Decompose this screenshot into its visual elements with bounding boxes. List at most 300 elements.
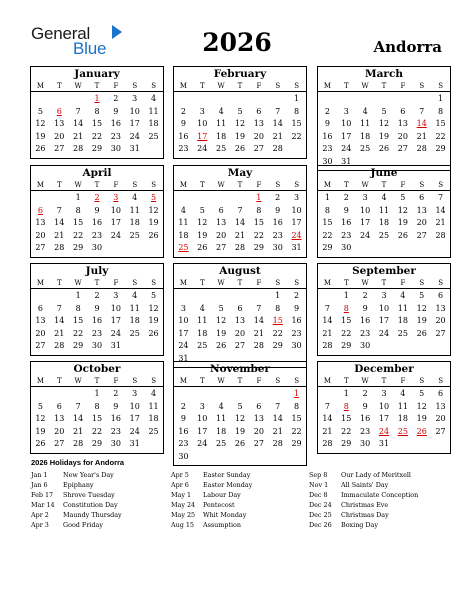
day-cell: 11 (216, 414, 227, 423)
day-cell: 7 (237, 205, 243, 215)
day-cell: 24 (197, 144, 208, 153)
holiday-item (31, 520, 122, 530)
day-cell: 2 (324, 106, 330, 116)
day-cell: 9 (94, 205, 100, 215)
empty-day-cell (212, 290, 231, 303)
day-cell: 9 (180, 414, 186, 423)
day-cell: 30 (360, 439, 371, 448)
day-cell: 7 (275, 401, 281, 411)
holiday-item (31, 500, 122, 510)
weekday-header (318, 278, 450, 289)
day-cell: 14 (73, 119, 84, 128)
holiday-column (309, 470, 418, 530)
day-cell: 28 (234, 243, 246, 252)
holiday-name: Assumption (203, 521, 242, 529)
day-cell: 10 (197, 414, 208, 423)
weekday-label: F (113, 279, 119, 287)
day-cell: 25 (197, 341, 208, 350)
day-cell: 24 (197, 439, 208, 448)
day-cell: 21 (73, 426, 84, 436)
day-cell: 2 (362, 389, 368, 398)
day-cell: 5 (400, 193, 406, 202)
month-may (173, 165, 307, 258)
holiday-name: Easter Monday (203, 481, 253, 489)
day-cell: 31 (110, 341, 121, 350)
weekday-label: T (94, 82, 100, 90)
day-cell: 19 (416, 414, 427, 423)
day-cell: 2 (362, 291, 368, 300)
day-grid (318, 289, 450, 355)
day-cell: 30 (322, 156, 333, 166)
day-grid (318, 92, 450, 170)
empty-day-cell (212, 192, 231, 205)
day-grid (31, 289, 163, 355)
weekday-label: S (151, 181, 156, 189)
day-cell: 16 (91, 218, 103, 227)
weekday-label: S (419, 181, 425, 189)
day-cell: 28 (54, 341, 65, 350)
day-cell: 15 (341, 414, 352, 423)
holiday-item (171, 510, 252, 520)
day-grid (318, 387, 450, 453)
weekday-header (318, 81, 450, 92)
day-cell: 17 (291, 218, 302, 227)
weekday-label: M (179, 377, 188, 385)
country-name: Andorra (373, 38, 442, 56)
day-cell: 29 (291, 439, 302, 448)
day-cell: 20 (35, 328, 46, 338)
weekday-label: T (381, 377, 387, 385)
holiday-day-cell: 17 (197, 131, 208, 141)
holiday-name: Whit Monday (203, 511, 247, 519)
day-cell: 6 (438, 389, 444, 398)
weekday-label: T (199, 279, 205, 287)
day-cell: 12 (234, 414, 246, 423)
empty-day-cell (249, 290, 268, 303)
day-cell: 30 (178, 451, 189, 461)
day-cell: 25 (129, 230, 140, 240)
weekday-label: T (56, 82, 62, 90)
day-cell: 29 (253, 243, 264, 252)
weekday-label: W (74, 279, 82, 287)
weekday-label: M (36, 377, 45, 385)
day-cell: 31 (129, 144, 140, 153)
month-name: May (227, 167, 253, 179)
day-cell: 20 (416, 218, 427, 227)
day-cell: 22 (73, 230, 84, 240)
day-cell: 21 (54, 230, 65, 240)
day-cell: 30 (91, 341, 103, 350)
day-cell: 4 (362, 106, 368, 116)
day-cell: 13 (54, 414, 65, 423)
day-cell: 19 (378, 131, 390, 141)
month-name: July (85, 265, 109, 277)
day-cell: 1 (275, 291, 281, 300)
day-cell: 4 (199, 303, 205, 313)
holiday-day-cell: 8 (343, 401, 349, 411)
weekday-label: T (237, 377, 243, 385)
weekday-label: M (36, 279, 45, 287)
day-cell: 23 (91, 328, 103, 338)
day-cell: 28 (435, 230, 446, 240)
day-cell: 26 (35, 144, 46, 153)
empty-day-cell (50, 93, 69, 106)
day-cell: 9 (362, 401, 368, 411)
day-cell: 7 (75, 106, 81, 116)
day-cell: 18 (360, 131, 371, 141)
day-cell: 12 (197, 218, 208, 227)
day-cell: 9 (294, 303, 300, 313)
day-cell: 4 (381, 193, 387, 202)
day-cell: 26 (148, 230, 159, 240)
day-cell: 19 (397, 218, 408, 227)
holiday-day-cell: 25 (178, 243, 189, 252)
empty-day-cell (174, 388, 193, 401)
month-april (30, 165, 164, 258)
day-cell: 12 (397, 205, 408, 215)
day-cell: 16 (91, 316, 103, 325)
day-grid (174, 387, 306, 465)
weekday-label: S (275, 82, 281, 90)
holiday-name: Boxing Day (341, 521, 378, 529)
empty-day-cell (375, 93, 394, 106)
month-name: January (74, 68, 120, 80)
empty-day-cell (31, 290, 50, 303)
weekday-label: S (294, 82, 299, 90)
day-grid (31, 191, 163, 257)
holiday-item (309, 510, 418, 520)
weekday-label: T (56, 279, 62, 287)
day-cell: 13 (253, 119, 264, 128)
day-cell: 29 (73, 243, 84, 252)
day-cell: 29 (91, 439, 103, 448)
day-cell: 30 (110, 144, 121, 153)
day-cell: 1 (75, 193, 81, 202)
day-cell: 9 (113, 401, 119, 411)
weekday-label: S (151, 377, 156, 385)
day-cell: 27 (416, 230, 427, 240)
day-grid (174, 92, 306, 158)
holiday-name: Shrove Tuesday (63, 491, 115, 499)
weekday-label: F (256, 181, 262, 189)
logo-text-general: General (31, 24, 91, 43)
empty-day-cell (31, 93, 50, 106)
day-cell: 23 (110, 131, 121, 141)
weekday-label: F (256, 279, 262, 287)
holiday-item (171, 470, 252, 480)
empty-day-cell (231, 192, 250, 205)
day-cell: 12 (416, 303, 427, 313)
day-cell: 13 (397, 119, 408, 128)
day-cell: 10 (129, 401, 140, 411)
day-cell: 28 (253, 341, 264, 350)
weekday-label: T (199, 82, 205, 90)
day-cell: 10 (110, 303, 121, 313)
day-cell: 27 (216, 243, 227, 252)
day-cell: 4 (151, 389, 157, 398)
weekday-label: M (323, 279, 332, 287)
holiday-day-cell: 25 (397, 426, 408, 436)
empty-day-cell (356, 93, 375, 106)
holiday-item (31, 470, 122, 480)
day-cell: 1 (343, 291, 349, 300)
day-cell: 26 (234, 439, 246, 448)
day-cell: 16 (110, 119, 121, 128)
day-cell: 16 (341, 218, 352, 227)
holiday-name: Christmas Day (341, 511, 389, 519)
weekday-label: M (36, 181, 45, 189)
day-cell: 8 (75, 205, 81, 215)
weekday-label: M (36, 82, 45, 90)
empty-day-cell (69, 388, 88, 401)
day-cell: 28 (54, 243, 65, 252)
day-cell: 11 (378, 205, 390, 215)
weekday-label: T (94, 377, 100, 385)
weekday-label: S (132, 279, 138, 287)
month-name: April (82, 167, 112, 179)
empty-day-cell (318, 93, 337, 106)
day-cell: 23 (291, 328, 302, 338)
day-cell: 18 (178, 230, 189, 240)
weekday-label: S (151, 82, 156, 90)
day-cell: 21 (322, 328, 333, 338)
holiday-day-cell: 3 (113, 193, 119, 202)
day-cell: 28 (416, 144, 427, 153)
day-cell: 19 (35, 131, 46, 141)
weekday-label: S (294, 279, 299, 287)
holiday-name: Labour Day (203, 491, 241, 499)
holiday-day-cell: 6 (37, 205, 43, 215)
empty-day-cell (249, 93, 268, 106)
day-cell: 18 (148, 119, 159, 128)
day-grid (318, 191, 450, 257)
day-cell: 11 (148, 106, 159, 116)
day-cell: 7 (275, 106, 281, 116)
holiday-item (309, 490, 418, 500)
day-cell: 26 (148, 328, 159, 338)
day-cell: 1 (438, 94, 444, 103)
day-cell: 2 (275, 193, 281, 202)
empty-day-cell (412, 93, 431, 106)
day-cell: 2 (113, 389, 119, 398)
day-cell: 3 (199, 401, 205, 411)
day-cell: 22 (341, 426, 352, 436)
weekday-label: T (237, 82, 243, 90)
day-cell: 21 (73, 131, 84, 141)
day-cell: 8 (294, 106, 300, 116)
day-cell: 27 (435, 328, 446, 338)
day-cell: 11 (216, 119, 227, 128)
day-cell: 16 (291, 316, 302, 325)
day-cell: 28 (73, 144, 84, 153)
weekday-header (174, 180, 306, 191)
day-cell: 20 (253, 131, 264, 141)
empty-day-cell (249, 388, 268, 401)
holiday-day-cell: 6 (56, 106, 62, 116)
weekday-label: T (56, 181, 62, 189)
day-cell: 14 (54, 218, 65, 227)
day-grid (31, 92, 163, 158)
weekday-label: F (113, 181, 119, 189)
day-cell: 5 (199, 205, 205, 215)
day-cell: 22 (322, 230, 333, 240)
month-name: February (213, 68, 267, 80)
holiday-day-cell: 24 (291, 230, 302, 240)
empty-day-cell (193, 192, 212, 205)
day-cell: 26 (416, 328, 427, 338)
day-cell: 14 (272, 119, 283, 128)
weekday-label: T (343, 181, 349, 189)
day-cell: 22 (91, 426, 103, 436)
month-october (30, 361, 164, 454)
day-cell: 9 (324, 119, 330, 128)
weekday-label: T (343, 377, 349, 385)
weekday-label: F (256, 82, 262, 90)
weekday-label: W (217, 181, 225, 189)
holiday-date: May 1 (171, 491, 192, 499)
day-cell: 11 (397, 401, 408, 411)
day-cell: 8 (275, 303, 281, 313)
day-cell: 15 (291, 119, 302, 128)
empty-day-cell (212, 388, 231, 401)
holiday-item (31, 510, 122, 520)
day-cell: 6 (256, 106, 262, 116)
day-cell: 29 (91, 144, 103, 153)
holiday-day-cell: 8 (343, 303, 349, 313)
holiday-name: Constitution Day (63, 501, 118, 509)
day-cell: 18 (148, 414, 159, 423)
holidays-title: 2026 Holidays for Andorra (31, 458, 125, 467)
day-cell: 9 (113, 106, 119, 116)
day-cell: 5 (237, 106, 243, 116)
day-cell: 30 (341, 243, 352, 252)
day-cell: 21 (253, 328, 264, 338)
day-cell: 7 (75, 401, 81, 411)
day-cell: 27 (253, 439, 264, 448)
empty-day-cell (231, 290, 250, 303)
empty-day-cell (50, 290, 69, 303)
day-cell: 2 (343, 193, 349, 202)
day-cell: 15 (73, 218, 84, 227)
day-cell: 11 (397, 303, 408, 313)
weekday-label: M (179, 279, 188, 287)
empty-day-cell (318, 388, 337, 401)
weekday-label: T (237, 181, 243, 189)
day-cell: 17 (378, 316, 390, 325)
holiday-name: Christmas Eve (341, 501, 389, 509)
day-cell: 25 (148, 426, 159, 436)
day-cell: 2 (294, 291, 300, 300)
day-cell: 23 (360, 328, 371, 338)
day-cell: 7 (419, 106, 425, 116)
day-cell: 29 (272, 341, 283, 350)
day-cell: 23 (272, 230, 283, 240)
day-cell: 14 (234, 218, 246, 227)
weekday-label: S (438, 181, 443, 189)
month-january (30, 66, 164, 159)
day-cell: 6 (438, 291, 444, 300)
empty-day-cell (193, 290, 212, 303)
day-cell: 9 (94, 303, 100, 313)
empty-day-cell (174, 192, 193, 205)
day-cell: 16 (360, 316, 371, 325)
weekday-label: M (179, 181, 188, 189)
day-cell: 3 (199, 106, 205, 116)
day-cell: 8 (324, 205, 330, 215)
day-cell: 23 (360, 426, 371, 436)
holiday-item (309, 500, 418, 510)
day-cell: 17 (360, 218, 371, 227)
day-cell: 4 (132, 291, 138, 300)
day-cell: 19 (234, 426, 246, 436)
day-cell: 31 (129, 439, 140, 448)
empty-day-cell (268, 388, 287, 401)
day-grid (174, 191, 306, 257)
holiday-item (309, 480, 418, 490)
day-cell: 18 (397, 316, 408, 325)
day-cell: 11 (178, 218, 189, 227)
day-cell: 23 (91, 230, 103, 240)
day-grid (174, 289, 306, 367)
day-cell: 20 (234, 328, 246, 338)
holiday-item (171, 500, 252, 510)
day-cell: 13 (54, 119, 65, 128)
day-cell: 9 (343, 205, 349, 215)
day-cell: 19 (216, 328, 227, 338)
weekday-label: W (361, 181, 369, 189)
holiday-day-cell: 2 (94, 193, 100, 202)
day-cell: 18 (378, 218, 390, 227)
day-cell: 4 (132, 193, 138, 202)
day-cell: 17 (110, 218, 121, 227)
month-name: October (73, 363, 121, 375)
day-cell: 3 (132, 389, 138, 398)
day-cell: 18 (197, 328, 208, 338)
holiday-date: Dec 24 (309, 501, 332, 509)
day-cell: 15 (253, 218, 264, 227)
day-cell: 30 (110, 439, 121, 448)
day-cell: 17 (197, 426, 208, 436)
day-cell: 14 (272, 414, 283, 423)
holiday-date: Jan 1 (31, 471, 48, 479)
holiday-date: Jan 6 (31, 481, 48, 489)
holiday-item (171, 490, 252, 500)
holiday-item (309, 470, 418, 480)
day-cell: 21 (234, 230, 246, 240)
empty-day-cell (318, 290, 337, 303)
day-cell: 24 (178, 341, 189, 350)
weekday-label: T (381, 181, 387, 189)
day-cell: 24 (110, 328, 121, 338)
day-cell: 26 (197, 243, 208, 252)
day-cell: 25 (148, 131, 159, 141)
weekday-label: T (343, 82, 349, 90)
weekday-label: S (132, 82, 138, 90)
weekday-label: S (151, 279, 156, 287)
day-cell: 10 (360, 205, 371, 215)
empty-day-cell (268, 93, 287, 106)
weekday-header (31, 278, 163, 289)
weekday-label: M (179, 82, 188, 90)
day-cell: 20 (216, 230, 227, 240)
day-cell: 13 (216, 218, 227, 227)
day-cell: 14 (73, 414, 84, 423)
day-cell: 13 (416, 205, 427, 215)
day-cell: 16 (178, 131, 189, 141)
day-cell: 16 (272, 218, 283, 227)
day-cell: 21 (435, 218, 446, 227)
day-cell: 17 (129, 119, 140, 128)
